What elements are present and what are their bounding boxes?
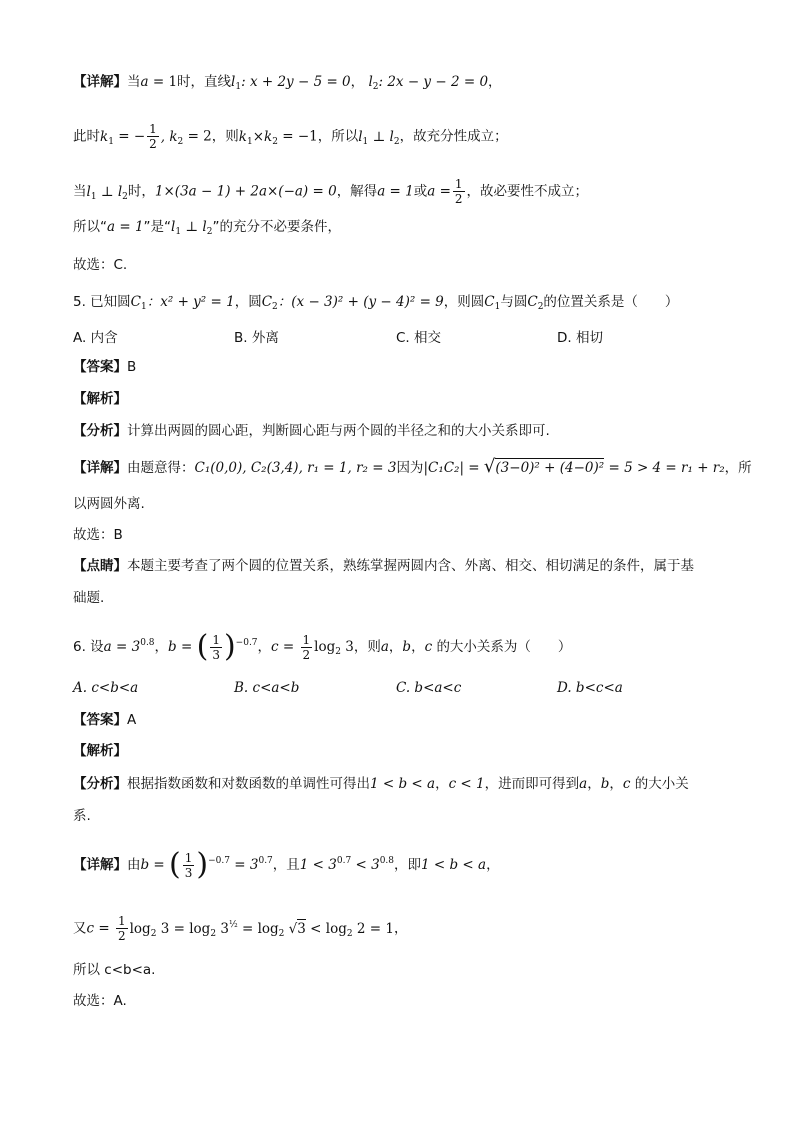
q6-option-c: C. b<a<c — [396, 680, 462, 696]
q6-stem: 6. 设$a = 3^{0.8}$，b = ( $\frac{1}{3}$ )$^{-0.7}$，c = $\frac{1}{2}$ $\log_2 3$，则a，b，c 的大小关系为（ ） — [73, 629, 572, 664]
q4-detail-line1: 【详解】当a = 1时，直线$l_1$: x + 2y − 5 = 0， $l_2$: 2x − y − 2 = 0， — [73, 74, 502, 92]
q6-detail-line3: 又c = $\frac{1}{2}$ $\log_2 3 = \log_2 3^{\frac{1}{2}} = \log_2 √3 < \log_2 2 = 1$， — [73, 914, 408, 943]
q6-choice: 故选：A. — [73, 993, 127, 1009]
sqrt-sign: √ — [483, 456, 496, 477]
q6-option-d: D. b<c<a — [557, 680, 623, 696]
q5-dianjing: 【点睛】本题主要考查了两个圆的位置关系，熟练掌握两圆内含、外离、相交、相切满足的条件，属于基 — [73, 558, 694, 574]
q5-answer: 【答案】B — [73, 359, 137, 375]
q6-option-b: B. c<a<b — [234, 680, 300, 696]
q6-fenxi-line2: 系. — [73, 808, 91, 824]
q5-option-d: D. 相切 — [557, 330, 603, 346]
q5-option-a: A. 内含 — [73, 330, 118, 346]
q6-option-a: A. c<b<a — [73, 680, 139, 696]
q5-dianjing-line2: 础题. — [73, 590, 105, 606]
q4-choice: 故选：C. — [73, 257, 128, 273]
q5-choice: 故选：B — [73, 527, 123, 543]
q5-stem: 5. 已知圆$C_1$：x² + y² = 1，圆$C_2$：(x − 3)² + (y − 4)² = 9，则圆$C_1$与圆$C_2$的位置关系是（ ） — [73, 294, 679, 312]
q5-option-c: C. 相交 — [396, 330, 442, 346]
q5-fenxi: 【分析】计算出两圆的圆心距，判断圆心距与两个圆的半径之和的大小关系即可. — [73, 423, 550, 439]
q6-fenxi: 【分析】根据指数函数和对数函数的单调性可得出1 < b < a，c < 1，进而即可得到a，b，c 的大小关 — [73, 776, 689, 792]
fraction-one-half: $\frac{1}{2}$ — [454, 177, 463, 206]
q5-option-b: B. 外离 — [234, 330, 279, 346]
q5-analysis-heading: 【解析】 — [73, 391, 127, 407]
q4-detail-line2: 此时$k_1$ = − $\frac{1}{2}$ , $k_2 = 2$，则$k_1\times k_2 = -1$，所以$l_1$ ⊥ $l_2$，故充分性成立； — [73, 122, 508, 151]
q6-detail-line1: 【详解】由b = ( $\frac{1}{3}$ )$^{-0.7} = 3^{0.7}$，且$1 < 3^{0.7} < 3^{0.8}$，即1 < b < a， — [73, 847, 500, 882]
q4-detail-line3: 当$l_1$ ⊥ $l_2$时，1×(3a − 1) + 2a×(−a) = 0，解得a = 1或a = $\frac{1}{2}$ ，故必要性不成立； — [73, 177, 589, 206]
q4-detail-line4: 所以“a = 1”是“$l_1$ ⊥ $l_2$”的充分不必要条件， — [73, 219, 341, 237]
q5-detail-line2: 以两圆外离. — [73, 496, 145, 512]
q6-analysis-heading: 【解析】 — [73, 743, 127, 759]
q5-detail-line1: 【详解】由题意得：C₁(0,0), C₂(3,4), r₁ = 1, r₂ = 3因为|C₁C₂| = √(3−0)² + (4−0)² = 5 > 4 = r₁ + r₂，所 — [73, 456, 752, 477]
q6-answer: 【答案】A — [73, 712, 137, 728]
q6-conclusion: 所以 c<b<a. — [73, 962, 156, 978]
detail-tag: 【详解】 — [73, 74, 127, 90]
fraction-one-half: $\frac{1}{2}$ — [149, 122, 157, 151]
